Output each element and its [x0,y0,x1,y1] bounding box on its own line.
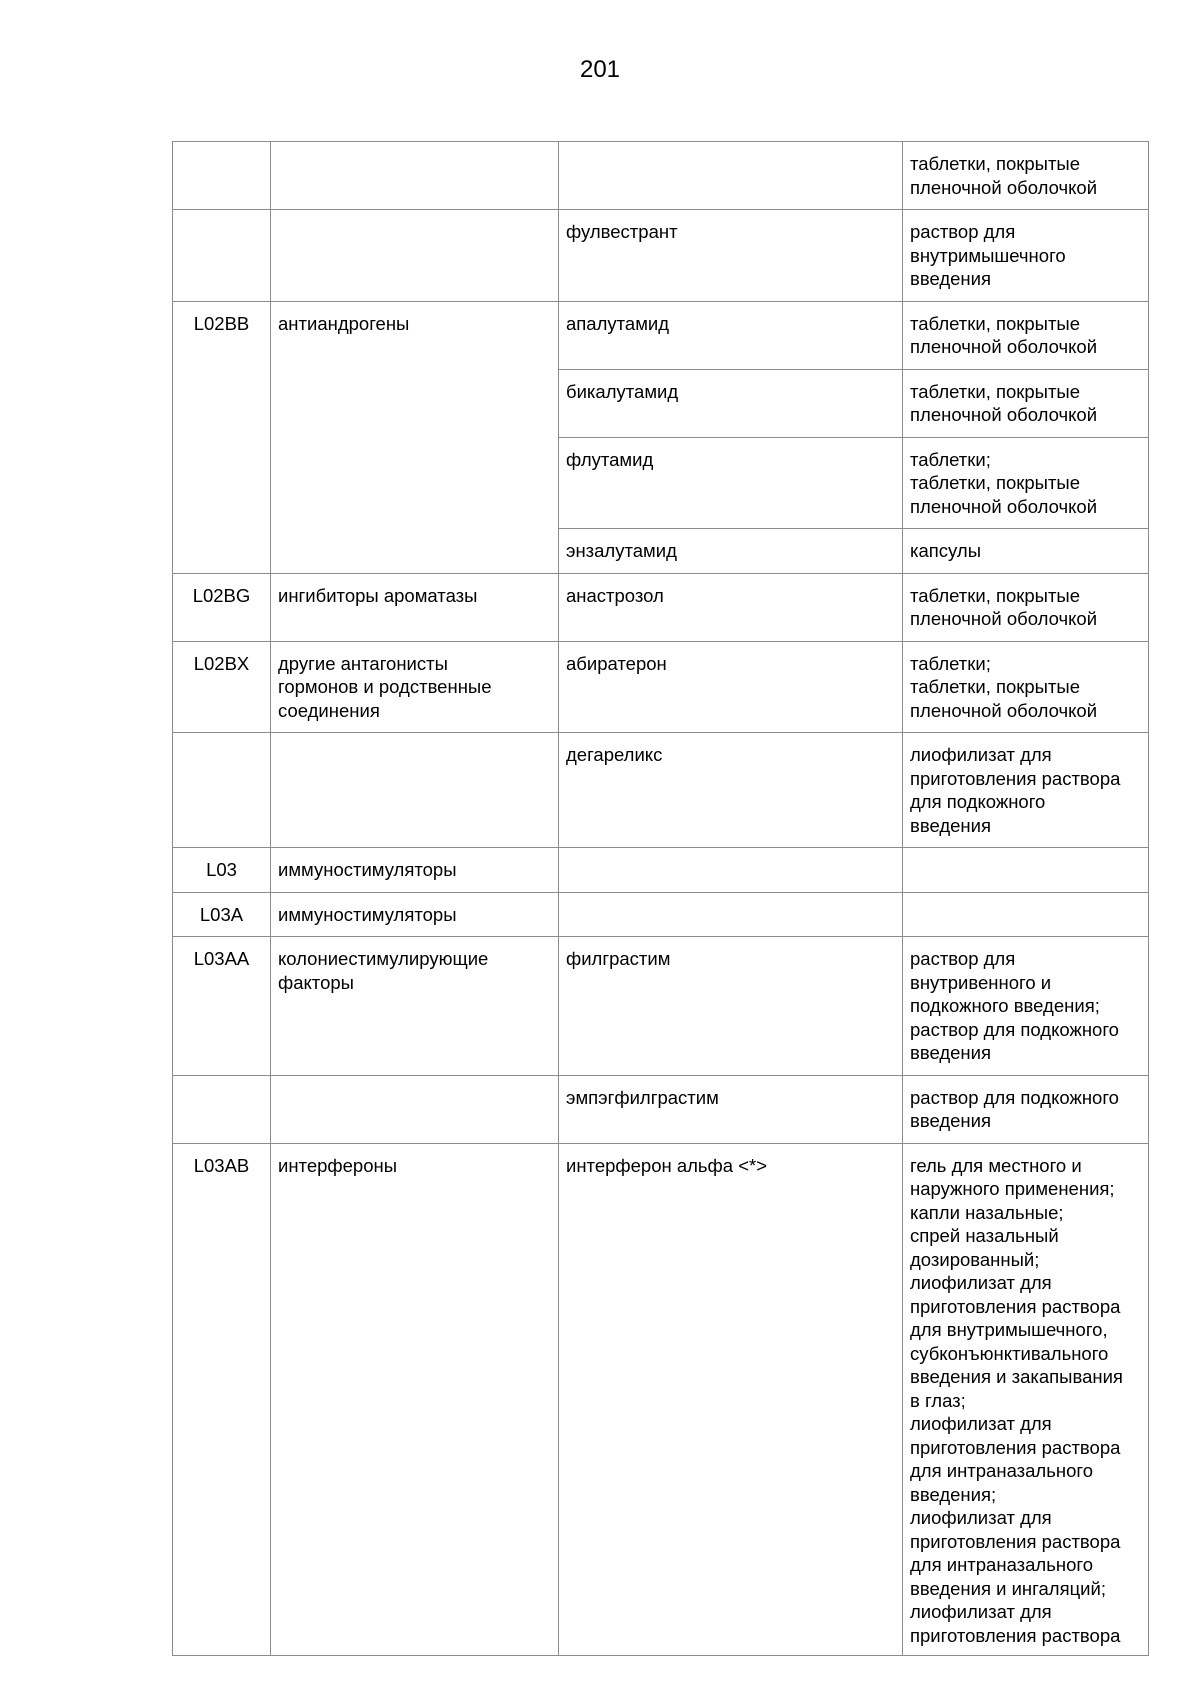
dosage-form-cell: капсулы [903,529,1149,574]
drug-name-cell: анастрозол [559,573,903,641]
dosage-form-cell: раствор для подкожного введения [903,1075,1149,1143]
atc-code-cell [173,733,271,848]
table-row [173,641,1149,733]
drug-name-cell: флутамид [559,437,903,529]
drug-name-cell: филграстим [559,937,903,1076]
drug-name-cell [559,142,903,210]
drug-name-cell: абиратерон [559,641,903,733]
drug-name-cell: бикалутамид [559,369,903,437]
table-row [173,733,1149,848]
dosage-form-cell: таблетки, покрытые пленочной оболочкой [903,142,1149,210]
medication-table [172,141,1149,1656]
table-row [173,142,1149,210]
drug-name-cell: эмпэгфилграстим [559,1075,903,1143]
anatomical-group-cell [271,1075,559,1143]
drug-name-cell [559,892,903,937]
anatomical-group-cell: интерфероны [271,1143,559,1656]
dosage-form-cell: таблетки; таблетки, покрытые пленочной оболочкой [903,641,1149,733]
table-row [173,937,1149,1076]
dosage-form-cell: таблетки, покрытые пленочной оболочкой [903,301,1149,369]
page-number: 201 [579,56,621,83]
table-row [173,892,1149,937]
table-row [173,301,1149,369]
anatomical-group-cell: ингибиторы ароматазы [271,573,559,641]
drug-name-cell: энзалутамид [559,529,903,574]
atc-code-cell: L03AA [173,937,271,1076]
anatomical-group-cell: колониестимулирующие факторы [271,937,559,1076]
dosage-form-cell: таблетки, покрытые пленочной оболочкой [903,573,1149,641]
table-row [173,1075,1149,1143]
atc-code-cell: L03 [173,848,271,893]
atc-code-cell: L02BB [173,301,271,573]
dosage-form-cell: лиофилизат для приготовления раствора для подкожного введения [903,733,1149,848]
atc-code-cell [173,1075,271,1143]
anatomical-group-cell: иммуностимуляторы [271,848,559,893]
dosage-form-cell: таблетки, покрытые пленочной оболочкой [903,369,1149,437]
drug-name-cell: апалутамид [559,301,903,369]
drug-name-cell [559,848,903,893]
dosage-form-cell: гель для местного и наружного применения; капли назальные; спрей назальный дозированный; лиофилизат для приготовления раствора для внутримышечного, субконъюнктивального введения и закапывания в глаз; лиофилизат для приготовления раствора для интраназального введения; лиофилизат для приготовления раствора для интраназального введения и ингаляций; лиофилизат для приготовления раствора [903,1143,1149,1656]
drug-name-cell: фулвестрант [559,210,903,302]
atc-code-cell: L02BG [173,573,271,641]
anatomical-group-cell: иммуностимуляторы [271,892,559,937]
atc-code-cell: L02BX [173,641,271,733]
drug-name-cell: дегареликс [559,733,903,848]
table-row [173,1143,1149,1656]
drug-name-cell: интерферон альфа <*> [559,1143,903,1656]
table-row [173,210,1149,302]
atc-code-cell [173,142,271,210]
anatomical-group-cell [271,210,559,302]
dosage-form-cell [903,892,1149,937]
anatomical-group-cell: другие антагонисты гормонов и родственные соединения [271,641,559,733]
dosage-form-cell [903,848,1149,893]
atc-code-cell [173,210,271,302]
table-row [173,848,1149,893]
dosage-form-cell: раствор для внутривенного и подкожного введения; раствор для подкожного введения [903,937,1149,1076]
anatomical-group-cell [271,733,559,848]
atc-code-cell: L03AB [173,1143,271,1656]
dosage-form-cell: раствор для внутримышечного введения [903,210,1149,302]
atc-code-cell: L03A [173,892,271,937]
dosage-form-cell: таблетки; таблетки, покрытые пленочной оболочкой [903,437,1149,529]
table-row [173,573,1149,641]
anatomical-group-cell [271,142,559,210]
anatomical-group-cell: антиандрогены [271,301,559,573]
